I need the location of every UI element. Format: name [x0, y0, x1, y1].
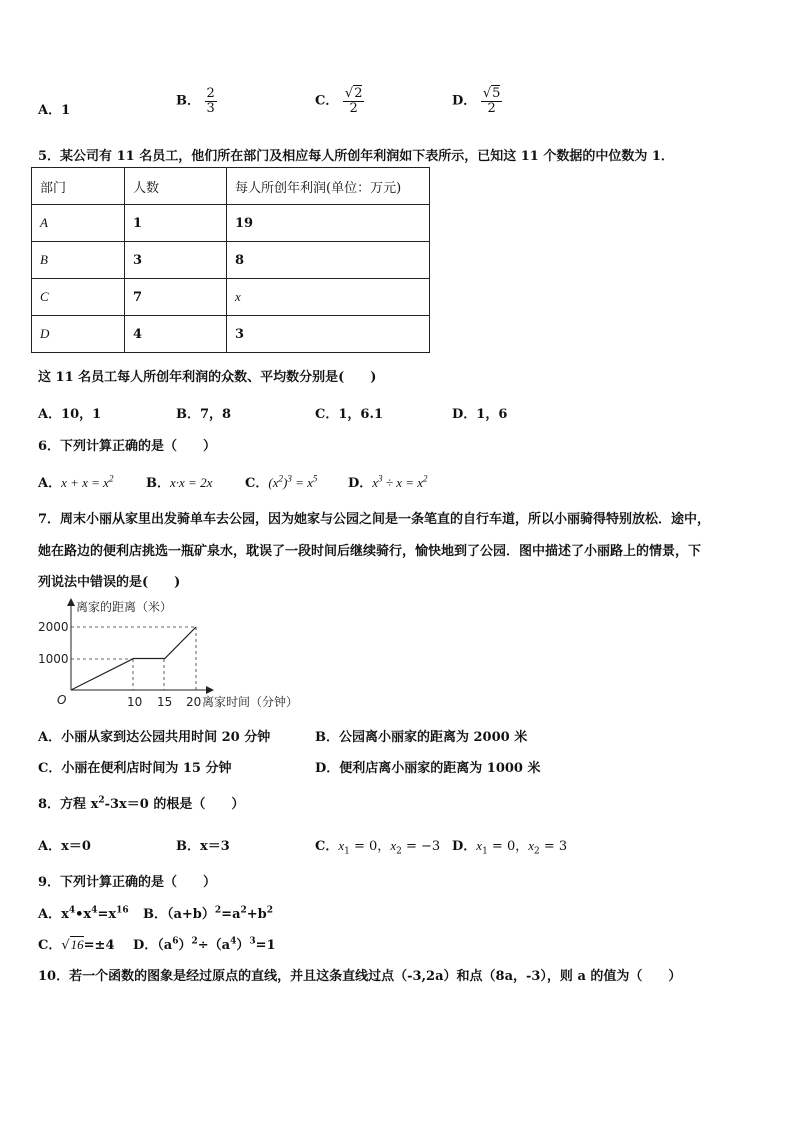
table-header-cell: 人数: [125, 168, 227, 205]
math-value: = −3: [401, 839, 441, 854]
q8-stem-text: 8．方程 x: [38, 797, 99, 812]
x-axis-label: 离家时间（分钟）: [202, 695, 299, 709]
table-row: [32, 242, 430, 279]
option-label: C．: [245, 476, 269, 491]
exponent: 6: [172, 936, 179, 947]
math-expression: ÷（a: [197, 938, 231, 953]
math-expression: A．x: [38, 907, 69, 922]
math-expression: =1: [255, 938, 276, 953]
table-cell-department: B: [32, 242, 125, 279]
q9-stem: 9．下列计算正确的是（ ）: [38, 875, 217, 890]
q7-option-c: C．小丽在便利店时间为 15 分钟: [38, 761, 232, 776]
table-row: [32, 279, 430, 316]
x-tick-label: 20: [186, 695, 202, 709]
math-expression: ÷ x = x: [382, 475, 424, 490]
q7-stem-line-2: 她在路边的便利店挑选一瓶矿泉水，耽误了一段时间后继续骑行，愉快地到了公园．图中描述了小丽路上的情景，下: [38, 544, 702, 559]
exponent: 16: [116, 905, 129, 916]
table-cell-department: C: [32, 279, 125, 316]
option-label: D．: [452, 839, 477, 854]
table-cell-profit: 19: [227, 205, 430, 242]
q8-stem-text: -3x＝0 的根是（ ）: [104, 797, 245, 812]
q7-stem-line-3: 列说法中错误的是( ): [38, 575, 181, 590]
table-row: [32, 316, 430, 353]
math-expression: =a: [221, 907, 241, 922]
fraction-denominator: 2: [487, 100, 496, 116]
exponent: 2: [266, 905, 274, 916]
table-header-cell: 每人所创年利润(单位：万元): [227, 168, 430, 205]
q4-option-a: A．1: [38, 103, 71, 118]
q4-option-b: [176, 87, 217, 115]
q6-stem: 6．下列计算正确的是（ ）: [38, 439, 217, 454]
origin-label: O: [57, 693, 67, 707]
q5-profit-table: [31, 167, 430, 353]
q5-stem: 5．某公司有 11 名员工，他们所在部门及相应每人所创年利润如下表所示，已知这 11 个数据的中位数为 1．: [38, 149, 674, 164]
q9-option-a: [38, 903, 129, 922]
exponent: 4: [230, 936, 237, 947]
q7-option-b: B．公园离小丽家的距离为 2000 米: [315, 730, 528, 745]
table-header-cell: 部门: [32, 168, 125, 205]
q9-option-c: [38, 934, 115, 953]
x-tick-label: 15: [157, 695, 173, 709]
subscript: 2: [534, 846, 540, 857]
math-var: x: [338, 838, 345, 853]
exponent: 3: [378, 473, 383, 484]
exponent: 4: [68, 905, 76, 916]
exponent: 2: [423, 473, 428, 484]
q5-option-d: D．1，6: [452, 407, 508, 422]
math-expression: D．（a: [133, 938, 173, 953]
table-cell-profit: 8: [227, 242, 430, 279]
table-cell-department: A: [32, 205, 125, 242]
q5-option-a: A．10，1: [38, 407, 102, 422]
table-cell-count: 3: [125, 242, 227, 279]
sqrt-sign: √: [61, 938, 70, 953]
math-var: x: [390, 838, 397, 853]
y-tick-label: 2000: [38, 620, 69, 634]
math-expression: x + x = x: [61, 475, 109, 490]
exponent: 2: [214, 905, 222, 916]
option-label: B．: [146, 476, 170, 491]
q6-option-b: [146, 472, 212, 491]
table-cell-department: D: [32, 316, 125, 353]
table-cell-profit: x: [227, 279, 430, 316]
fraction-numerator: √5: [482, 86, 501, 101]
q4-option-b-fraction: [205, 87, 217, 115]
table-cell-count: 1: [125, 205, 227, 242]
q4-option-c-fraction: [343, 87, 365, 115]
q7-distance-time-graph: [30, 594, 330, 716]
math-expression: x: [372, 475, 379, 490]
q6-option-c: [245, 472, 317, 491]
exponent: 2: [278, 473, 283, 484]
exponent: 3: [249, 936, 256, 947]
q4-option-c: [315, 87, 364, 115]
q5-option-b: B．7，8: [176, 407, 232, 422]
distance-line: [71, 627, 196, 690]
math-expression: ）: [178, 938, 192, 953]
sqrt-radicand: 5: [492, 86, 501, 101]
math-expression: =x: [97, 907, 117, 922]
exponent: 3: [287, 473, 292, 484]
exponent: 5: [312, 473, 318, 484]
math-expression: =±4: [83, 938, 115, 953]
q6-option-d: [348, 472, 428, 491]
table-row: [32, 205, 430, 242]
table-cell-profit: 3: [227, 316, 430, 353]
q4-option-d-fraction: [481, 87, 503, 115]
subscript: 2: [396, 846, 402, 857]
table-cell-count: 7: [125, 279, 227, 316]
q4-option-d-label: D．: [452, 93, 477, 109]
exponent: 2: [108, 473, 114, 484]
q5-question: 这 11 名员工每人所创年利润的众数、平均数分别是( ): [38, 370, 377, 385]
exponent: 2: [98, 795, 105, 806]
fraction-numerator: 2: [206, 86, 215, 101]
table-header-row: [32, 168, 430, 205]
q8-option-a: A．x＝0: [38, 839, 91, 854]
math-value: = 3: [539, 839, 568, 854]
math-value: = 0，: [487, 839, 529, 854]
fraction-numerator: √2: [344, 86, 363, 101]
math-var: x: [528, 838, 535, 853]
math-var: x: [476, 838, 483, 853]
q4-option-d: [452, 87, 502, 115]
q7-option-d: D．便利店离小丽家的距离为 1000 米: [315, 761, 541, 776]
sqrt-radicand: 2: [354, 86, 363, 101]
math-expression: x·x = 2x: [170, 475, 213, 490]
option-label: D．: [348, 476, 373, 491]
q8-option-d: [452, 835, 568, 857]
exponent: 2: [240, 905, 247, 916]
option-label: C．: [315, 839, 339, 854]
q10-stem: 10．若一个函数的图象是经过原点的直线，并且这条直线过点（-3,2a）和点（8a，-3），则 a 的值为（ ）: [38, 969, 682, 984]
option-label: A．: [38, 476, 62, 491]
y-tick-label: 1000: [38, 652, 69, 666]
math-expression: +b: [246, 907, 267, 922]
q8-option-b: B．x＝3: [176, 839, 230, 854]
math-expression: •x: [75, 907, 92, 922]
q5-option-c: C．1，6.1: [315, 407, 384, 422]
q7-option-a: A．小丽从家到达公园共用时间 20 分钟: [38, 730, 271, 745]
exponent: 4: [91, 905, 98, 916]
math-expression: ）: [236, 938, 250, 953]
math-value: = 0，: [349, 839, 391, 854]
option-label: C．: [38, 938, 62, 953]
math-expression: ): [282, 475, 288, 490]
q9-option-b: [143, 903, 273, 922]
y-axis-label: 离家的距离（米）: [76, 600, 173, 614]
subscript: 1: [344, 846, 350, 857]
q9-option-d: [133, 934, 276, 953]
sqrt-radicand: 16: [70, 937, 84, 952]
table-cell-count: 4: [125, 316, 227, 353]
x-tick-label: 10: [127, 695, 143, 709]
exponent: 2: [191, 936, 198, 947]
subscript: 1: [482, 846, 488, 857]
q8-stem: [38, 793, 244, 812]
math-expression: B．（a+b）: [143, 907, 215, 922]
fraction-denominator: 2: [349, 100, 358, 116]
fraction-denominator: 3: [206, 100, 215, 116]
math-expression: = x: [291, 475, 313, 490]
q4-option-c-label: C．: [315, 93, 339, 109]
math-expression: (x: [268, 475, 279, 490]
q8-option-c: [315, 835, 441, 857]
q4-option-b-label: B．: [176, 93, 200, 109]
q7-stem-line-1: 7．周末小丽从家里出发骑单车去公园，因为她家与公园之间是一条笔直的自行车道，所以小丽骑得特别放松．途中，: [38, 512, 711, 527]
q6-option-a: [38, 472, 113, 491]
